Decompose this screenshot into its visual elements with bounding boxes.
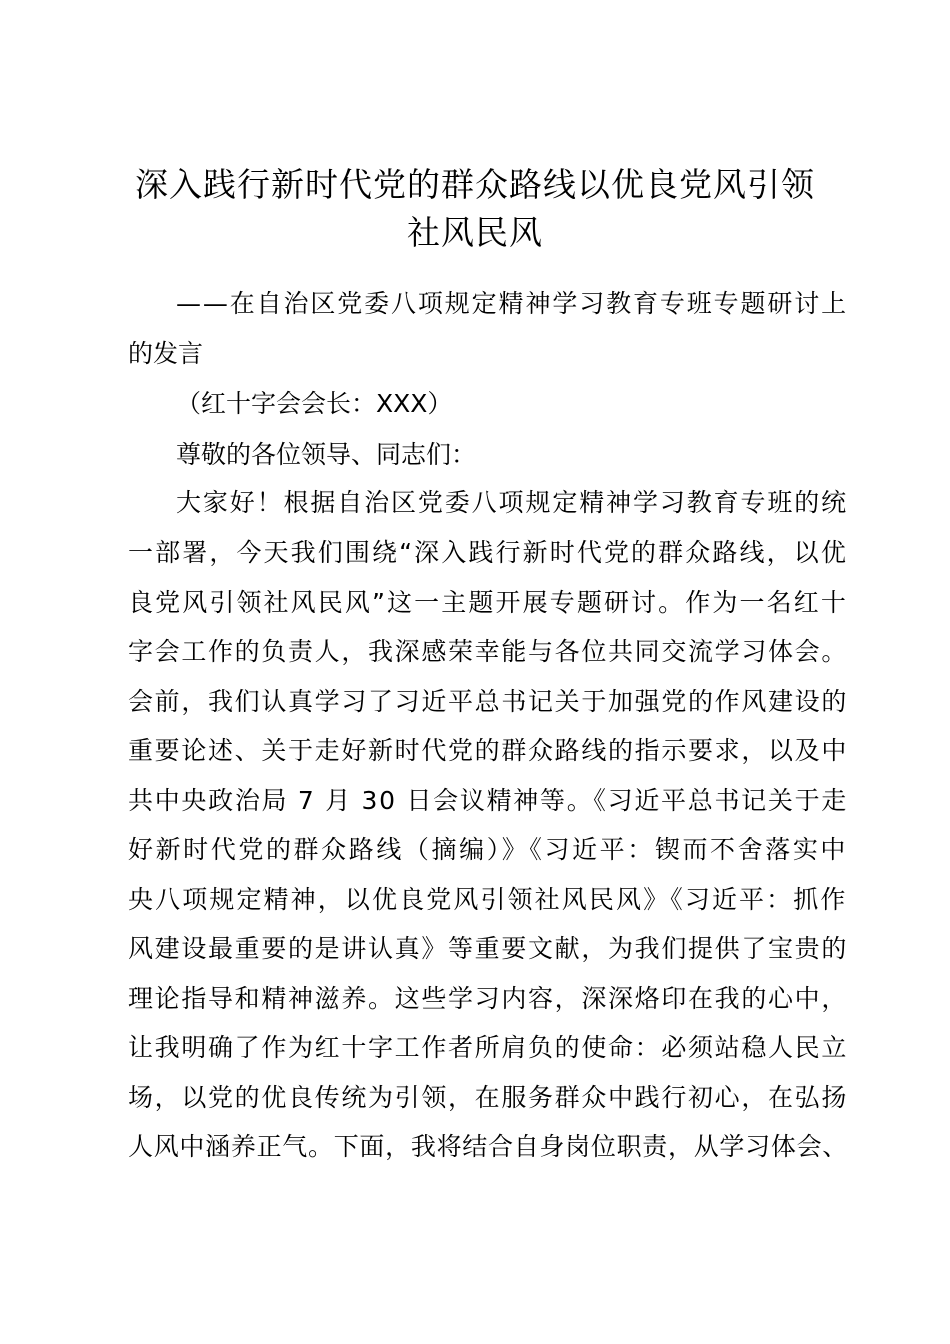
body-line: 让我明确了作为红十字工作者所肩负的使命：必须站稳人民立	[128, 1033, 849, 1062]
document-title-line-2: 社风民风	[407, 213, 543, 252]
body-line: 良党风引领社风民风”这一主题开展专题研讨。作为一名红十	[128, 588, 848, 617]
document-title-line-1: 深入践行新时代党的群众路线以优良党风引领	[135, 165, 815, 204]
body-line: 字会工作的负责人，我深感荣幸能与各位共同交流学习体会。	[128, 637, 849, 666]
body-line: 大家好！根据自治区党委八项规定精神学习教育专班的统	[176, 488, 849, 517]
body-line: 风建设最重要的是讲认真》等重要文献，为我们提供了宝贵的	[128, 934, 849, 963]
body-line: 场，以党的优良传统为引领，在服务群众中践行初心，在弘扬	[128, 1083, 849, 1112]
subtitle-line-2: 的发言	[128, 339, 204, 368]
speaker-line: （红十字会会长：XXX）	[176, 389, 453, 418]
body-line: 央八项规定精神，以优良党风引领社风民风》《习近平：抓作	[128, 885, 848, 914]
salutation-line: 尊敬的各位领导、同志们：	[176, 440, 477, 469]
body-line: 一部署，今天我们围绕“深入践行新时代党的群众路线，以优	[128, 538, 848, 567]
body-line: 理论指导和精神滋养。这些学习内容，深深烙印在我的心中，	[128, 984, 849, 1013]
body-line: 重要论述、关于走好新时代党的群众路线的指示要求，以及中	[128, 736, 849, 765]
subtitle-line-1: ——在自治区党委八项规定精神学习教育专班专题研讨上	[176, 289, 849, 318]
body-line: 共中央政治局 7 月 30 日会议精神等。《习近平总书记关于走	[128, 786, 849, 815]
body-line: 人风中涵养正气。下面，我将结合自身岗位职责，从学习体会、	[128, 1132, 848, 1161]
body-line: 好新时代党的群众路线（摘编）》《习近平：锲而不舍落实中	[128, 835, 849, 864]
body-line: 会前，我们认真学习了习近平总书记关于加强党的作风建设的	[128, 687, 849, 716]
